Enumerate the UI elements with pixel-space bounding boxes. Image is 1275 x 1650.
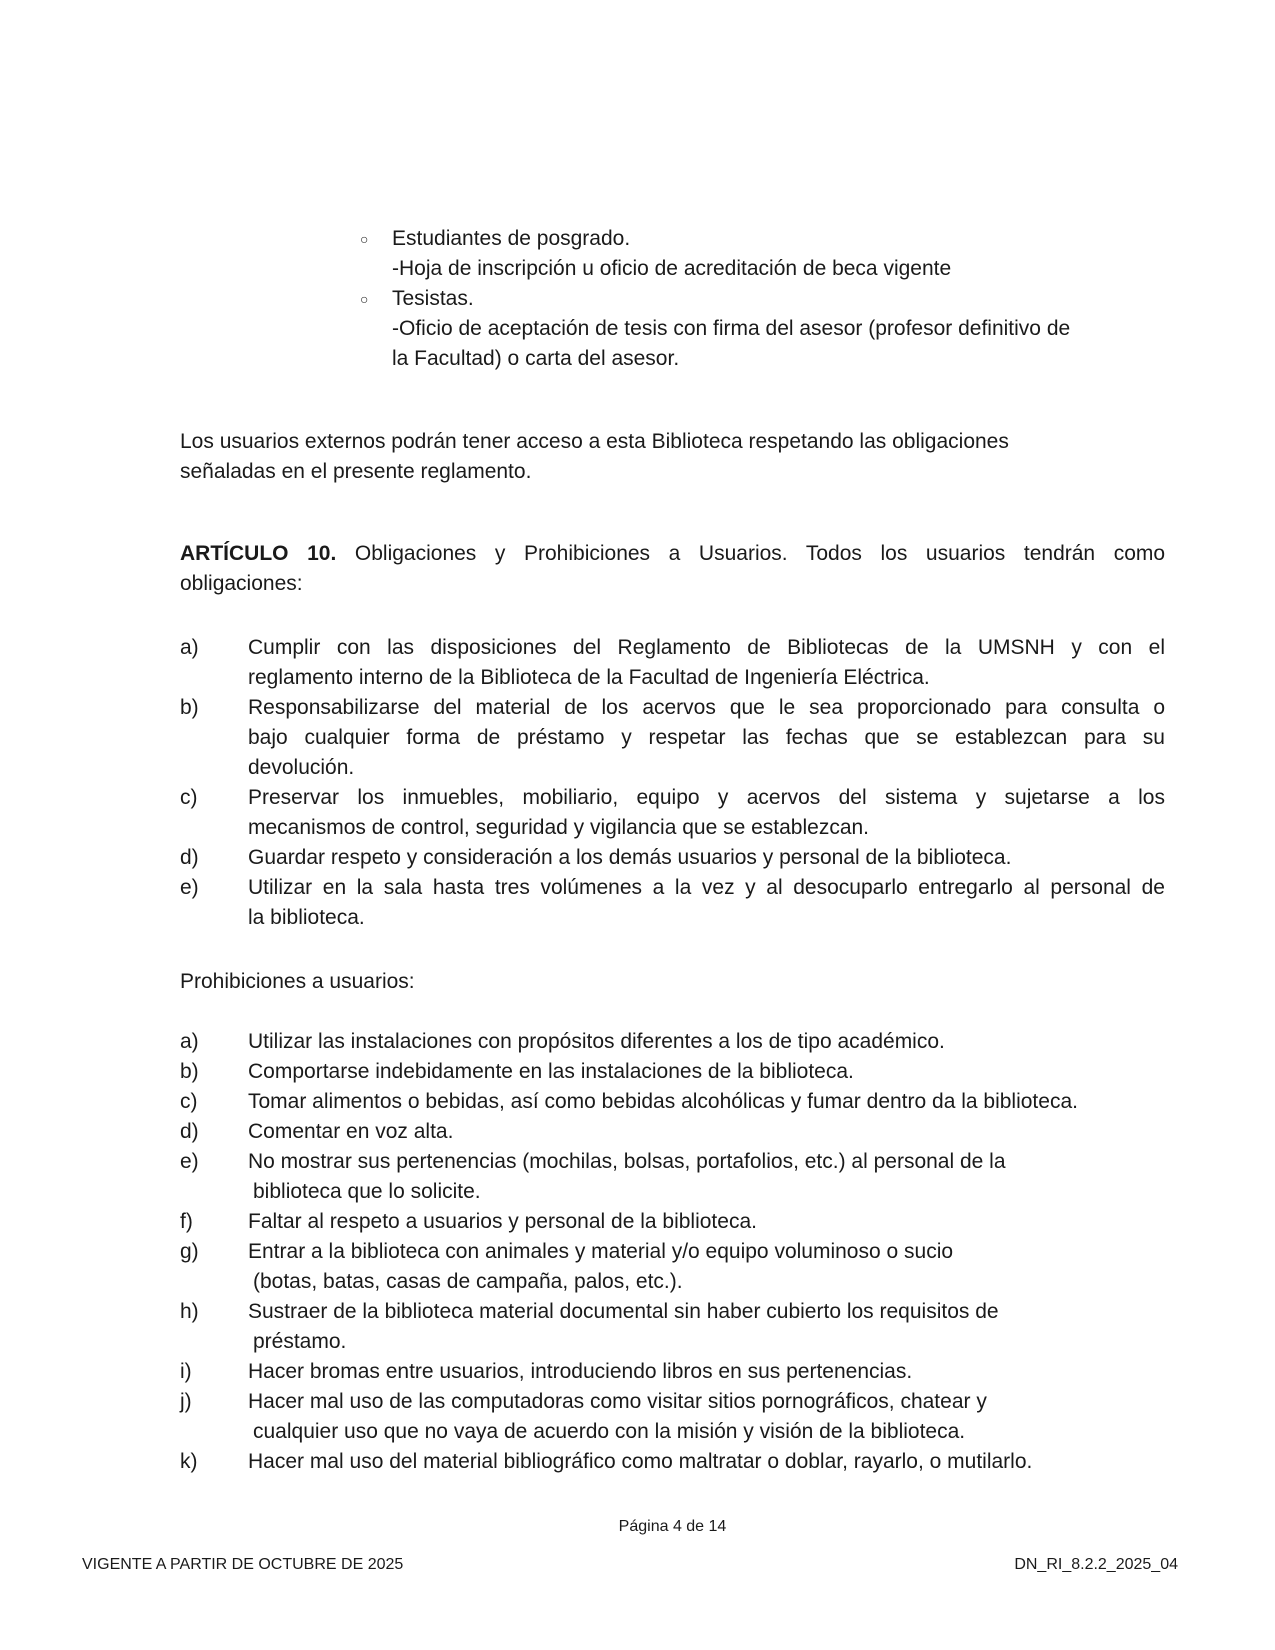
item-text <box>248 1207 1165 1237</box>
bullet-detail-line: -Hoja de inscripción u oficio de acreditación de beca vigente <box>392 257 952 280</box>
bullet-text <box>392 224 1165 284</box>
prohibition-item-i <box>180 1357 1165 1387</box>
bullet-title: Estudiantes de posgrado. <box>392 227 631 250</box>
prohibition-item-k <box>180 1447 1165 1477</box>
bullet-item-tesistas <box>180 284 1165 374</box>
obligation-item-b <box>180 693 1165 783</box>
item-letter: e) <box>180 1150 199 1173</box>
bullet-text <box>392 284 1165 374</box>
item-text <box>248 633 1165 693</box>
bullet-detail-line: la Facultad) o carta del asesor. <box>392 347 680 370</box>
item-text <box>248 1087 1165 1117</box>
item-line: (botas, batas, casas de campaña, palos, etc.). <box>253 1270 683 1293</box>
articulo-10-heading <box>180 539 1165 599</box>
item-text <box>248 1147 1165 1207</box>
item-letter: a) <box>180 636 199 659</box>
obligation-item-e <box>180 873 1165 933</box>
item-text <box>248 1057 1165 1087</box>
prohibition-item-b <box>180 1057 1165 1087</box>
prohibitions-list <box>180 1027 1165 1477</box>
prohibition-item-f <box>180 1207 1165 1237</box>
circle-bullet-icon: ○ <box>360 291 369 307</box>
item-line: devolución. <box>248 756 355 779</box>
prohibition-item-d <box>180 1117 1165 1147</box>
item-line: Comportarse indebidamente en las instalaciones de la biblioteca. <box>248 1060 854 1083</box>
item-line: biblioteca que lo solicite. <box>253 1180 481 1203</box>
item-letter: e) <box>180 876 199 899</box>
item-text <box>248 1387 1165 1447</box>
item-letter: f) <box>180 1210 193 1233</box>
item-line: Hacer mal uso de las computadoras como visitar sitios pornográficos, chatear y <box>248 1390 987 1413</box>
obligations-list <box>180 633 1165 933</box>
item-line: Faltar al respeto a usuarios y personal de la biblioteca. <box>248 1210 757 1233</box>
item-letter: c) <box>180 1090 198 1113</box>
circle-bullet-icon: ○ <box>360 231 369 247</box>
item-letter: d) <box>180 846 199 869</box>
prohibition-item-h <box>180 1297 1165 1357</box>
item-line: Hacer bromas entre usuarios, introduciendo libros en sus pertenencias. <box>248 1360 913 1383</box>
paragraph-line: Los usuarios externos podrán tener acceso a esta Biblioteca respetando las obligaciones <box>180 430 1009 453</box>
item-letter: b) <box>180 1060 199 1083</box>
item-letter: j) <box>180 1390 192 1413</box>
item-line: Responsabilizarse del material de los acervos que le sea proporcionado para consulta o <box>248 696 1166 719</box>
item-line: Cumplir con las disposiciones del Reglamento de Bibliotecas de la UMSNH y con el <box>248 636 1165 659</box>
articulo-10-label: ARTÍCULO 10. <box>180 542 337 565</box>
obligation-item-a <box>180 633 1165 693</box>
item-letter: h) <box>180 1300 199 1323</box>
item-line: No mostrar sus pertenencias (mochilas, bolsas, portafolios, etc.) al personal de la <box>248 1150 1006 1173</box>
item-letter: k) <box>180 1450 198 1473</box>
item-line: bajo cualquier forma de préstamo y respetar las fechas que se establezcan para su <box>248 726 1165 749</box>
item-text <box>248 693 1165 783</box>
articulo-10-line <box>180 539 1165 569</box>
bullet-list <box>180 224 1165 374</box>
item-line: Hacer mal uso del material bibliográfico como maltratar o doblar, rayarlo, o mutilarlo. <box>248 1450 1033 1473</box>
item-line: Tomar alimentos o bebidas, así como bebidas alcohólicas y fumar dentro da la biblioteca. <box>248 1090 1078 1113</box>
item-text <box>248 1447 1165 1477</box>
bullet-detail-line: -Oficio de aceptación de tesis con firma del asesor (profesor definitivo de <box>392 317 1071 340</box>
prohibition-item-j <box>180 1387 1165 1447</box>
item-text <box>248 1027 1165 1057</box>
footer-doc-code: DN_RI_8.2.2_2025_04 <box>1014 1556 1178 1573</box>
page-number: Página 4 de 14 <box>618 1518 727 1535</box>
prohibition-item-g <box>180 1237 1165 1297</box>
item-line: reglamento interno de la Biblioteca de la Facultad de Ingeniería Eléctrica. <box>248 666 930 689</box>
item-letter: c) <box>180 786 198 809</box>
obligation-item-d <box>180 843 1165 873</box>
articulo-10-text: Obligaciones y Prohibiciones a Usuarios. Todos los usuarios tendrán como <box>354 542 1166 565</box>
prohibition-item-a <box>180 1027 1165 1057</box>
external-users-paragraph <box>180 427 1165 487</box>
bullet-item-posgrado <box>180 224 1165 284</box>
item-letter: b) <box>180 696 199 719</box>
item-line: Utilizar en la sala hasta tres volúmenes a la vez y al desocuparlo entregarlo al personal de <box>248 876 1165 899</box>
item-line: cualquier uso que no vaya de acuerdo con la misión y visión de la biblioteca. <box>253 1420 966 1443</box>
item-line: la biblioteca. <box>248 906 365 929</box>
item-line: Guardar respeto y consideración a los demás usuarios y personal de la biblioteca. <box>248 846 1012 869</box>
item-line: Entrar a la biblioteca con animales y material y/o equipo voluminoso o sucio <box>248 1240 954 1263</box>
item-line: préstamo. <box>253 1330 347 1353</box>
item-line: Sustraer de la biblioteca material documental sin haber cubierto los requisitos de <box>248 1300 999 1323</box>
prohibitions-heading: Prohibiciones a usuarios: <box>180 970 415 993</box>
bullet-title: Tesistas. <box>392 287 474 310</box>
item-text <box>248 783 1165 843</box>
articulo-10-line: obligaciones: <box>180 572 303 595</box>
prohibition-item-e <box>180 1147 1165 1207</box>
footer-effective-date: VIGENTE A PARTIR DE OCTUBRE DE 2025 <box>82 1556 404 1573</box>
item-text <box>248 1237 1165 1297</box>
item-text <box>248 843 1165 873</box>
item-line: Preservar los inmuebles, mobiliario, equipo y acervos del sistema y sujetarse a los <box>248 786 1165 809</box>
footer <box>82 1550 1178 1580</box>
item-line: Utilizar las instalaciones con propósitos diferentes a los de tipo académico. <box>248 1030 945 1053</box>
item-letter: d) <box>180 1120 199 1143</box>
prohibition-item-c <box>180 1087 1165 1117</box>
paragraph-line: señaladas en el presente reglamento. <box>180 460 532 483</box>
item-text <box>248 1357 1165 1387</box>
item-text <box>248 1297 1165 1357</box>
item-letter: i) <box>180 1360 192 1383</box>
item-letter: a) <box>180 1030 199 1053</box>
item-line: mecanismos de control, seguridad y vigilancia que se establezcan. <box>248 816 870 839</box>
item-text <box>248 1117 1165 1147</box>
obligation-item-c <box>180 783 1165 843</box>
item-letter: g) <box>180 1240 199 1263</box>
item-line: Comentar en voz alta. <box>248 1120 454 1143</box>
item-text <box>248 873 1165 933</box>
